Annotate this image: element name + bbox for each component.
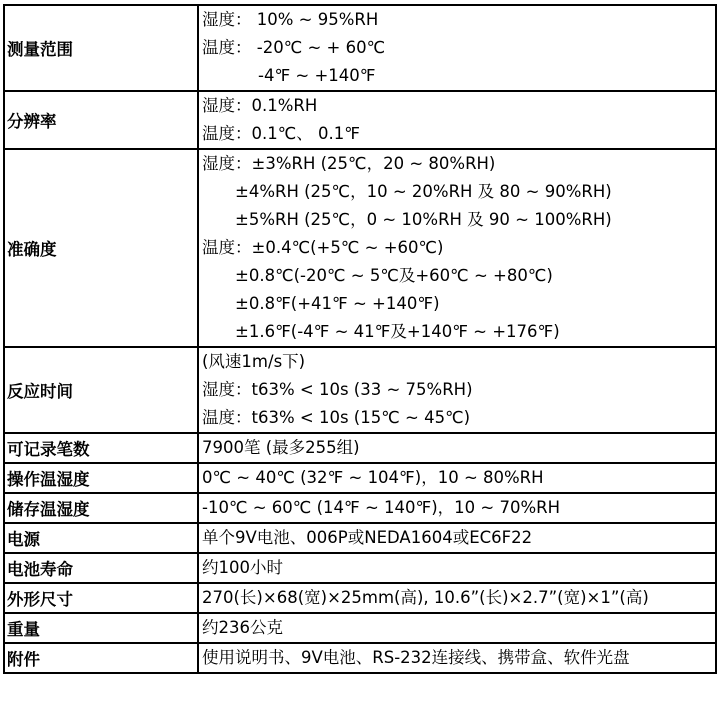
spec-row <box>4 553 716 583</box>
spec-value-line: 单个9V电池、006P或NEDA1604或EC6F22 <box>202 528 533 547</box>
spec-row <box>4 5 716 91</box>
spec-value-line: ±4%RH (25℃，10 ~ 20%RH 及 80 ~ 90%RH) <box>235 182 612 201</box>
spec-label: 测量范围 <box>4 5 198 91</box>
spec-value-line: 使用说明书、9V电池、RS-232连接线、携带盒、软件光盘 <box>202 648 630 667</box>
spec-value <box>198 553 716 583</box>
spec-table <box>3 4 717 674</box>
spec-label: 反应时间 <box>4 347 198 433</box>
spec-label: 电池寿命 <box>4 553 198 583</box>
spec-label: 储存温湿度 <box>4 493 198 523</box>
spec-value-line: 湿度：0.1%RH <box>202 96 318 115</box>
spec-value-line: 约236公克 <box>202 618 283 637</box>
spec-value <box>198 149 716 347</box>
spec-row <box>4 347 716 433</box>
spec-label: 电源 <box>4 523 198 553</box>
spec-value-line: ±0.8℉(+41℉ ~ +140℉) <box>235 294 440 313</box>
spec-value-line: 0℃ ~ 40℃ (32℉ ~ 104℉)，10 ~ 80%RH <box>202 468 544 487</box>
spec-label: 重量 <box>4 613 198 643</box>
spec-label: 附件 <box>4 643 198 673</box>
spec-value-line: 270(长)×68(宽)×25mm(高), 10.6”(长)×2.7”(宽)×1”(高) <box>202 588 649 607</box>
spec-value-line: 湿度： 10% ~ 95%RH <box>202 10 379 29</box>
spec-row <box>4 91 716 149</box>
spec-value <box>198 643 716 673</box>
spec-value-line: ±1.6℉(-4℉ ~ 41℉及+140℉ ~ +176℉) <box>235 322 560 341</box>
spec-value-line: ±0.8℃(-20℃ ~ 5℃及+60℃ ~ +80℃) <box>235 266 553 285</box>
spec-value <box>198 433 716 463</box>
spec-value <box>198 5 716 91</box>
spec-label: 外形尺寸 <box>4 583 198 613</box>
spec-value <box>198 91 716 149</box>
spec-value-line: 温度：0.1℃、 0.1℉ <box>202 124 360 143</box>
spec-value-line: -4℉ ~ +140℉ <box>258 66 376 85</box>
spec-row <box>4 493 716 523</box>
spec-value-line: (风速1m/s下) <box>202 352 306 371</box>
spec-row <box>4 613 716 643</box>
spec-value-line: 约100小时 <box>202 558 283 577</box>
spec-label: 可记录笔数 <box>4 433 198 463</box>
spec-row <box>4 463 716 493</box>
spec-value <box>198 523 716 553</box>
spec-value-line: 温度：±0.4℃(+5℃ ~ +60℃) <box>202 238 444 257</box>
spec-value-line: 温度：t63% < 10s (15℃ ~ 45℃) <box>202 408 471 427</box>
spec-row <box>4 583 716 613</box>
spec-row <box>4 523 716 553</box>
spec-label: 分辨率 <box>4 91 198 149</box>
spec-row <box>4 149 716 347</box>
spec-label: 准确度 <box>4 149 198 347</box>
spec-row <box>4 643 716 673</box>
spec-value <box>198 463 716 493</box>
spec-row <box>4 433 716 463</box>
spec-table-body <box>4 5 716 673</box>
spec-value-line: 湿度：±3%RH (25℃，20 ~ 80%RH) <box>202 154 496 173</box>
spec-value-line: 湿度：t63% < 10s (33 ~ 75%RH) <box>202 380 473 399</box>
spec-value-line: 7900笔 (最多255组) <box>202 438 360 457</box>
spec-value <box>198 347 716 433</box>
spec-label: 操作温湿度 <box>4 463 198 493</box>
spec-value-line: 温度： -20℃ ~ + 60℃ <box>202 38 386 57</box>
spec-value-line: -10℃ ~ 60℃ (14℉ ~ 140℉)，10 ~ 70%RH <box>202 498 561 517</box>
spec-value-line: ±5%RH (25℃，0 ~ 10%RH 及 90 ~ 100%RH) <box>235 210 612 229</box>
spec-value <box>198 493 716 523</box>
spec-value <box>198 613 716 643</box>
spec-value <box>198 583 716 613</box>
